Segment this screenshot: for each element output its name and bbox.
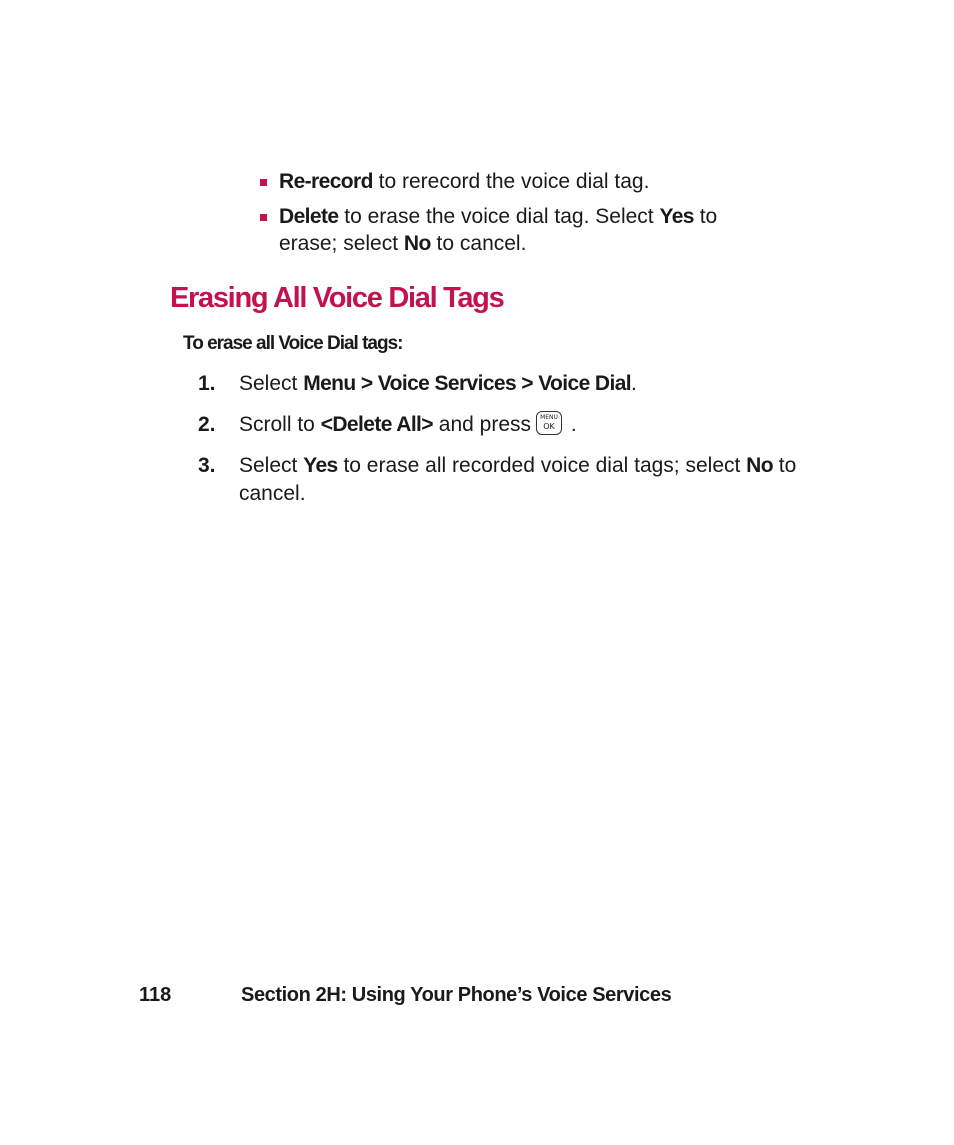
step-item	[198, 452, 798, 508]
list-item-rerecord	[260, 168, 780, 195]
delete-all-option: <Delete All>	[320, 413, 433, 436]
option-delete-description-2: to erase; select	[279, 205, 718, 255]
yes-label: Yes	[303, 454, 338, 477]
step-number: 1.	[198, 372, 216, 395]
procedure-subheading: To erase all Voice Dial tags:	[183, 333, 403, 354]
no-label: No	[403, 232, 431, 255]
step-text-middle: and press	[432, 413, 532, 436]
step-text: Scroll to	[239, 413, 321, 436]
step-item	[198, 411, 798, 439]
step-text-end: .	[631, 372, 637, 395]
step-text-end: .	[565, 413, 577, 436]
option-rerecord-description: to rerecord the voice dial tag.	[372, 170, 650, 193]
step-text-middle: to erase all recorded voice dial tags; select	[337, 454, 747, 477]
step-item	[198, 370, 798, 398]
step-text: Select	[239, 372, 304, 395]
page-number: 118	[139, 984, 172, 1006]
yes-label: Yes	[659, 205, 694, 228]
option-delete: Delete	[279, 205, 339, 228]
square-bullet-icon	[260, 214, 267, 221]
menu-ok-key-icon	[536, 411, 562, 435]
key-bottom-label: OK	[543, 422, 555, 432]
key-top-label: MENU	[540, 414, 558, 422]
square-bullet-icon	[260, 179, 267, 186]
step-list	[198, 370, 798, 521]
option-delete-description-3: to cancel.	[430, 232, 527, 255]
option-rerecord: Re-record	[279, 170, 373, 193]
list-item-delete	[260, 203, 780, 257]
step-text: Select	[239, 454, 304, 477]
step-number: 2.	[198, 413, 216, 436]
step-text-end: to cancel.	[239, 454, 797, 505]
section-heading: Erasing All Voice Dial Tags	[170, 282, 504, 314]
option-list	[260, 168, 780, 265]
step-number: 3.	[198, 454, 216, 477]
option-delete-description: to erase the voice dial tag. Select	[338, 205, 660, 228]
menu-path: Menu > Voice Services > Voice Dial	[303, 372, 632, 395]
no-label: No	[746, 454, 773, 477]
footer-section-title: Section 2H: Using Your Phone’s Voice Services	[241, 984, 672, 1006]
